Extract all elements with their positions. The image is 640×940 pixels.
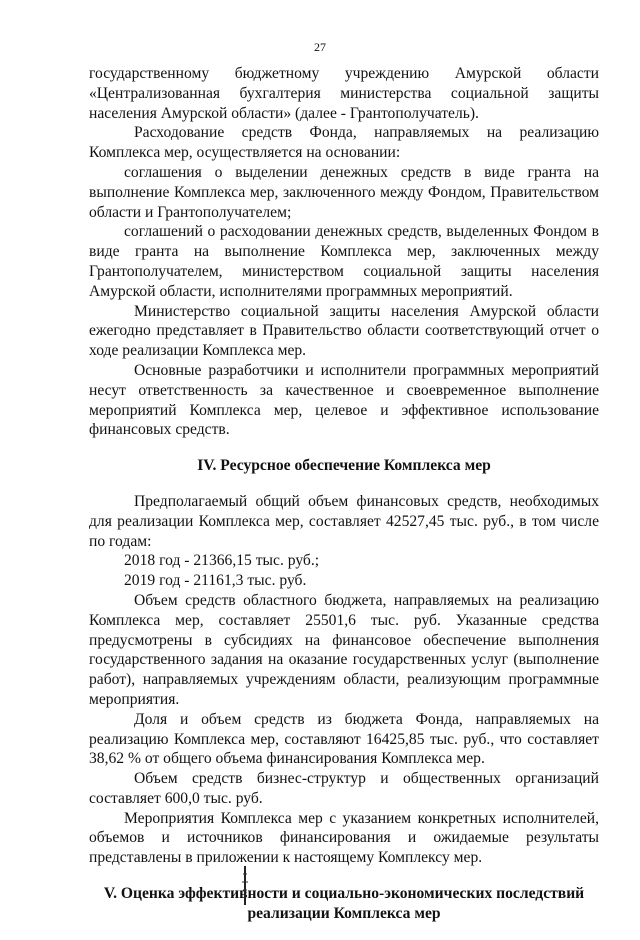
funding-2018: 2018 год - 21366,15 тыс. руб.; [124, 552, 320, 570]
paragraph-grant-recipient: государственному бюджетному учреждению Амурской области «Централизованная бухгалтерия министерства социальной защиты населения Амурской области» (далее - Грантополучатель). [89, 65, 599, 122]
paragraph-appendix-reference: Мероприятия Комплекса мер с указанием конкретных исполнителей, объемов и источников финансирования и ожидаемые результаты представлены в приложении к настоящему Комплексу мер. [89, 809, 599, 867]
paragraph-regional-budget: Объем средств областного бюджета, направляемых на реализацию Комплекса мер, составляет 25501,6 тыс. руб. Указанные средства предусмотрены в субсидиях на финансовое обеспечение выполнения государственного задания на оказание государственных услуг (выполнение работ), направляемых учреждениям области, реализующим программные мероприятия. [89, 591, 599, 708]
section-5-heading [89, 884, 599, 924]
binding-mark-icon [238, 866, 252, 905]
paragraph-grant-agreement: соглашения о выделении денежных средств в виде гранта на выполнение Комплекса мер, заключенного между Фондом, Правительством области и Грантополучателем; [89, 163, 599, 221]
funding-2019: 2019 год - 21161,3 тыс. руб. [124, 572, 307, 590]
paragraph-business-funds: Объем средств бизнес-структур и общественных организаций составляет 600,0 тыс. руб. [89, 770, 599, 807]
section-5-heading-line-1: V. Оценка эффективности и социально-экономических последствий [103, 885, 585, 903]
section-5-heading-line-2: реализации Комплекса мер [247, 904, 441, 922]
paragraph-spending-basis: Расходование средств Фонда, направляемых на реализацию Комплекса мер, осуществляется на основании: [89, 124, 599, 162]
paragraph-spending-agreements: соглашений о расходовании денежных средств, выделенных Фондом в виде гранта на выполнение Комплекса мер, заключенных между Грантополучателем, министерством социальной защиты населения Амурской области, исполнителями программных мероприятий. [89, 223, 599, 300]
paragraph-fund-share: Доля и объем средств из бюджета Фонда, направляемых на реализацию Комплекса мер, составляют 16425,85 тыс. руб., что составляет 38,62 % от общего объема финансирования Комплекса мер. [89, 710, 599, 768]
paragraph-ministry-report: Министерство социальной защиты населения Амурской области ежегодно представляет в Правительство области соответствующий отчет о ходе реализации Комплекса мер. [89, 302, 599, 360]
paragraph-responsibility: Основные разработчики и исполнители программных мероприятий несут ответственность за качественное и своевременное выполнение мероприятий Комплекса мер, целевое и эффективное использование финансовых средств. [89, 361, 599, 439]
page-number: 27 [314, 40, 326, 54]
document-body [89, 64, 599, 940]
section-4-heading: IV. Ресурсное обеспечение Комплекса мер [197, 457, 491, 475]
paragraph-total-funding: Предполагаемый общий объем финансовых средств, необходимых для реализации Комплекса мер, составляет 42527,45 тыс. руб., в том числе по годам: [89, 492, 599, 550]
